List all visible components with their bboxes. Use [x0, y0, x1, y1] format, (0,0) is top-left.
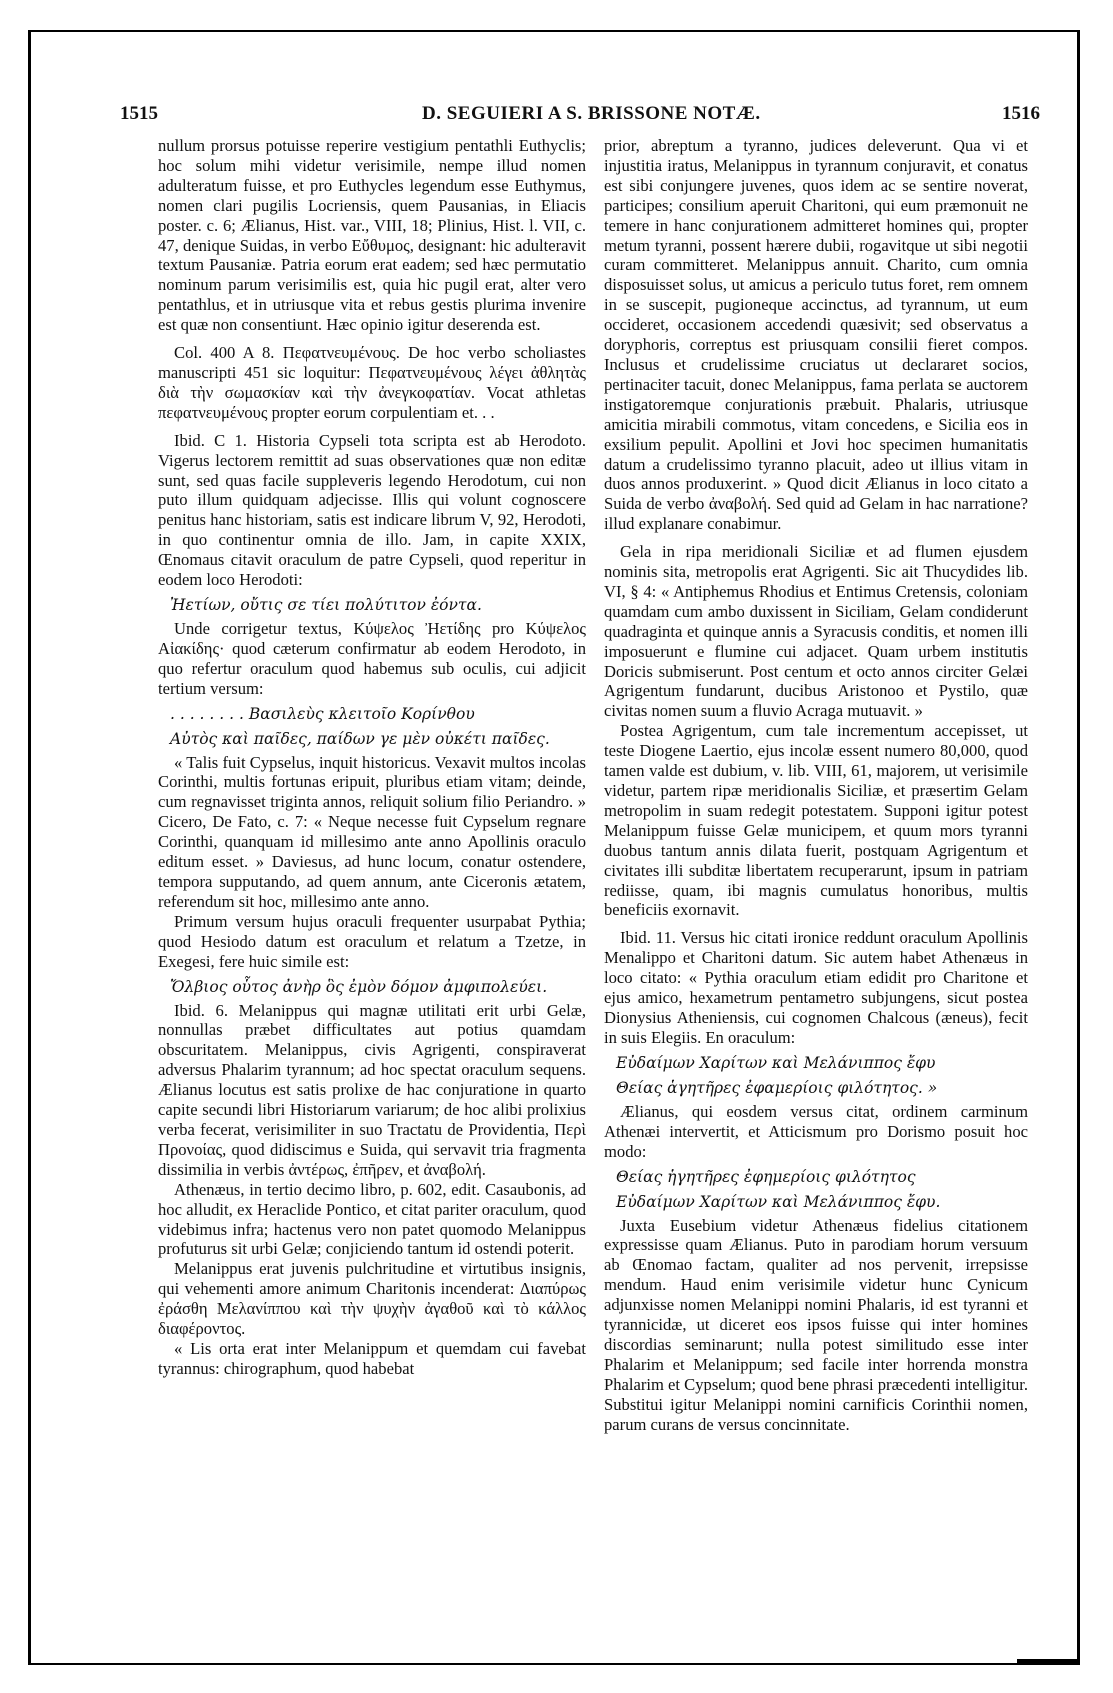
- paragraph: Ibid. 11. Versus hic citati ironice reddunt oraculum Apollinis Menalippo et Charitoni datum. Sic autem habet Athenæus in loco citato: « Pythia oraculum etiam edidit pro Charitone et ejus amico, hexametrum pentametro subjungens, sicut postea Dionysius Atheniensis, cui cognomen Chalcous (æneus), fecit in suis Elegiis. En oraculum:: [604, 928, 1028, 1047]
- verse-line: Ἠετίων, οὔτις σε τίει πολύτιτον ἐόντα.: [170, 595, 482, 614]
- paragraph: Postea Agrigentum, cum tale incrementum accepisset, ut teste Diogene Laertio, ejus incolæ essent numero 80,000, quod tamen valde est dubium, v. lib. VIII, 61, majorem, ut verisimile videtur, partem ripæ meridionalis Siciliæ, et præsertim Gelam metropolim in suam redegit potestatem. Supponi igitur potest Melanippum fuisse Gelæ municipem, et quum mors tyranni duobus tantum annis dilata fuerit, postquam Agrigentum et civitates illi subditæ libertatem recuperarunt, ipsum in patriam rediisse, quam, ibi magnis cumulatus honoribus, multis beneficiis exornavit.: [604, 721, 1028, 920]
- verse-line: Θείας ἡγητῆρες ἐφημερίοις φιλότητος: [616, 1167, 916, 1186]
- paragraph: « Lis orta erat inter Melanippum et quemdam cui favebat tyrannus: chirographum, quod habebat: [158, 1338, 586, 1378]
- paragraph: Gela in ripa meridionali Siciliæ et ad flumen ejusdem nominis sita, metropolis erat Agrigenti. Sic ait Thucydides lib. VI, § 4: « Antiphemus Rhodius et Entimus Cretensis, coloniam quamdam cum ambo duxissent in Siciliam, Gelam condiderunt quadraginta et quinque annis a Syracusis conditis, et nomen illi imposuerunt e flumine cui adjacet. Quam urbem institutis Doricis submiserunt. Post centum et octo annos circiter Gelæi Agrigentum fundarunt, ducibus Aristonoo et Pystilo, quæ civitas nomen suum a fluvio Acraga mutuavit. »: [604, 542, 1028, 721]
- verse-line: Εὐδαίμων Χαρίτων καὶ Μελάνιππος ἔφυ.: [616, 1192, 941, 1211]
- paragraph: Ælianus, qui eosdem versus citat, ordinem carminum Athenæi intervertit, et Atticismum pro Dorismo posuit hoc modo:: [604, 1101, 1028, 1161]
- paragraph: « Talis fuit Cypselus, inquit historicus. Vexavit multos incolas Corinthi, multis fortunas eripuit, pluribus etiam vitam; deinde, cum regnavisset triginta annos, reliquit solium filio Periandro. » Cicero, De Fato, c. 7: « Neque necesse fuit Cypselum regnare Corinthi, quanquam id millesimo ante anno Apollinis oraculo editum esset. » Daviesus, ad hunc locum, conatur ostendere, tempora supputando, ad quem annum, ante Ciceronis ætatem, referendum sit hoc, millesimo ante anno.: [158, 752, 586, 911]
- page-number-right: 1516: [1002, 103, 1040, 124]
- verse-line: Αὐτὸς καὶ παῖδες, παίδων γε μὲν οὐκέτι παῖδες.: [170, 729, 550, 748]
- verse-line: Εὐδαίμων Χαρίτων καὶ Μελάνιππος ἔφυ: [616, 1053, 936, 1072]
- page-number-left: 1515: [120, 103, 158, 124]
- running-header: [120, 103, 1040, 127]
- right-column: [604, 136, 1028, 1434]
- paragraph: Athenæus, in tertio decimo libro, p. 602, edit. Casaubonis, ad hoc alludit, ex Heraclide Pontico, et citat pariter oraculum, quod videbimus infra; hactenus vero non patet quomodo Melanippus profuturus sit urbi Gelæ; conjiciendo tantum id ostendi poterit.: [158, 1179, 586, 1259]
- paragraph: Ibid. C 1. Historia Cypseli tota scripta est ab Herodoto. Vigerus lectorem remittit ad suas observationes quæ non editæ sunt, sed quas facile suppleveris legendo Herodotum, cui non puto illum quidquam adjecisse. Illis qui volunt cognoscere penitus hanc historiam, satis est indicare librum V, 92, Herodoti, in quo continentur omnia de illo. Jam, in capite XXIX, Œnomaus citavit oraculum de patre Cypseli, quod reperitur in eodem loco Herodoti:: [158, 430, 586, 590]
- verse-line: Θείας ἁγητῆρες ἐφαμερίοις φιλότητος. »: [616, 1078, 938, 1097]
- verse-line: Ὄλβιος οὗτος ἀνὴρ ὃς ἐμὸν δόμον ἀμφιπολεύει.: [170, 977, 548, 996]
- paragraph: Unde corrigetur textus, Κύψελος Ἠετίδης pro Κύψελος Αἰακίδης· quod cæterum confirmatur ab eodem Herodoto, in quo refertur oraculum quod habemus sub oculis, cui adjicit tertium versum:: [158, 618, 586, 698]
- paragraph: nullum prorsus potuisse reperire vestigium pentathli Euthyclis; hoc solum mihi videtur verisimile, nempe illud nomen adulteratum fuisse, et pro Euthycles legendum esse Euthymus, nomen clari pugilis Locriensis, quem Pausanias, in Eliacis poster. c. 6; Ælianus, Hist. var., VIII, 18; Plinius, Hist. l. VII, c. 47, denique Suidas, in verbo Εὔθυμος, designant: hic adulteravit textum Pausaniæ. Patria eorum erat eadem; sed hæc permutatio nominum parum verisimilis est, quia hic pugil erat, alter vero pentathlus, et in utriusque vita et rebus gestis plurima invenire est quæ non consentiunt. Hæc opinio igitur deserenda est.: [158, 136, 586, 335]
- left-column: [158, 136, 586, 1379]
- paragraph: Melanippus erat juvenis pulchritudine et virtutibus insignis, qui vehementi amore animum Charitonis incenderat: Διαπύρως ἐράσθη Μελανίππου καὶ τὴν ψυχὴν ἀγαθοῦ καὶ τὸ κάλλος διαφέροντος.: [158, 1259, 586, 1339]
- paragraph: Ibid. 6. Melanippus qui magnæ utilitati erit urbi Gelæ, nonnullas præbet difficultates aut potius quamdam obscuritatem. Melanippus, civis Agrigenti, conspiraverat adversus Phalarim tyrannum; ad hoc spectat oraculum sequens. Ælianus locutus est satis prolixe de hac conjuratione in quarto capite secundi libri Historiarum variarum; de hoc alibi prolixius verba fecerat, verisimiliter in suo Tractatu de Providentia, Περὶ Προνοίας, quod didiscimus e Suida, qui servavit tria fragmenta dissimilia in verbis ἀντέρως, ἐπῆρεν, et ἀναβολή.: [158, 1000, 586, 1179]
- paragraph: Primum versum hujus oraculi frequenter usurpabat Pythia; quod Hesiodo datum est oraculum et relatum a Tzetze, in Exegesi, fere huic simile est:: [158, 911, 586, 971]
- paragraph: Juxta Eusebium videtur Athenæus fidelius citationem expressisse quam Ælianus. Puto in parodiam horum versuum ab Œnomao factam, qualiter ad nos pervenit, irrepsisse mendum. Haud enim verisimile videtur hunc Cynicum adjunxisse nomen Melanippi nomini Phalaris, id est tyranni et tyrannicidæ, ut diceret eos ipsos fuisse qui inter homines discordias seminarunt; nulla potest similitudo esse inter Phalarim et Melanippum; sed facile inter horrenda monstra Phalarim et Cypselum; quod bene phrasi præcedenti intelligitur. Substitui igitur Melanippi nomini carnificis Corinthii nomen, parum curans de versus concinnitate.: [604, 1215, 1028, 1434]
- verse-line: . . . . . . . . Βασιλεὺς κλειτοῖο Κορίνθου: [170, 704, 475, 723]
- frame-corner: [1017, 1659, 1077, 1665]
- paragraph: Col. 400 A 8. Πεφατνευμένους. De hoc verbo scholiastes manuscripti 451 sic loquitur: Πεφατνευμένους λέγει ἀθλητὰς διὰ τὴν σωμασκίαν καὶ τὴν ἀνεγκοφατίαν. Vocat athletas πεφατνευμένους propter eorum corpulentiam et. . .: [158, 343, 586, 422]
- running-title: D. SEGUIERI A S. BRISSONE NOTÆ.: [422, 103, 761, 124]
- paragraph: prior, abreptum a tyranno, judices deleverunt. Qua vi et injustitia iratus, Melanippus in tyrannum conjuravit, et conatus est sibi conjungere juvenes, quos idem ac se sentire noverat, participes; consilium aperuit Charitoni, qui eum præmonuit ne temere in hanc conjurationem admitteret homines qui, propter metum tyranni, possent hærere dubii, rogavitque ut sibi negotii curam committeret. Melanippus annuit. Charito, cum omnia disposuisset solus, ut amicus a periculo tutus foret, rem omnem in se suscepit, pugioneque accinctus, ad tyrannum, ut eum occideret, occasionem accedendi quæsivit; sed observatus a doryphoris, correptus est priusquam consilii fieret compos. Inclusus et crudelissime cruciatus ut declararet socios, pertinaciter tacuit, donec Melanippus, fama perlata se auctorem instigatoremque conjurationis præbuit. Phalaris, utriusque amicitia mirabili commotus, vitam concedens, e Sicilia eos in exsilium pepulit. Apollini et Jovi hoc specimen humanitatis datum a crudelissimo tyranno placuit, adeo ut illius vitam in duos annos produxerint. » Quod dicit Ælianus in loco citato a Suida de verbo ἀναβολή. Sed quid ad Gelam in hac narratione? illud explanare conabimur.: [604, 136, 1028, 534]
